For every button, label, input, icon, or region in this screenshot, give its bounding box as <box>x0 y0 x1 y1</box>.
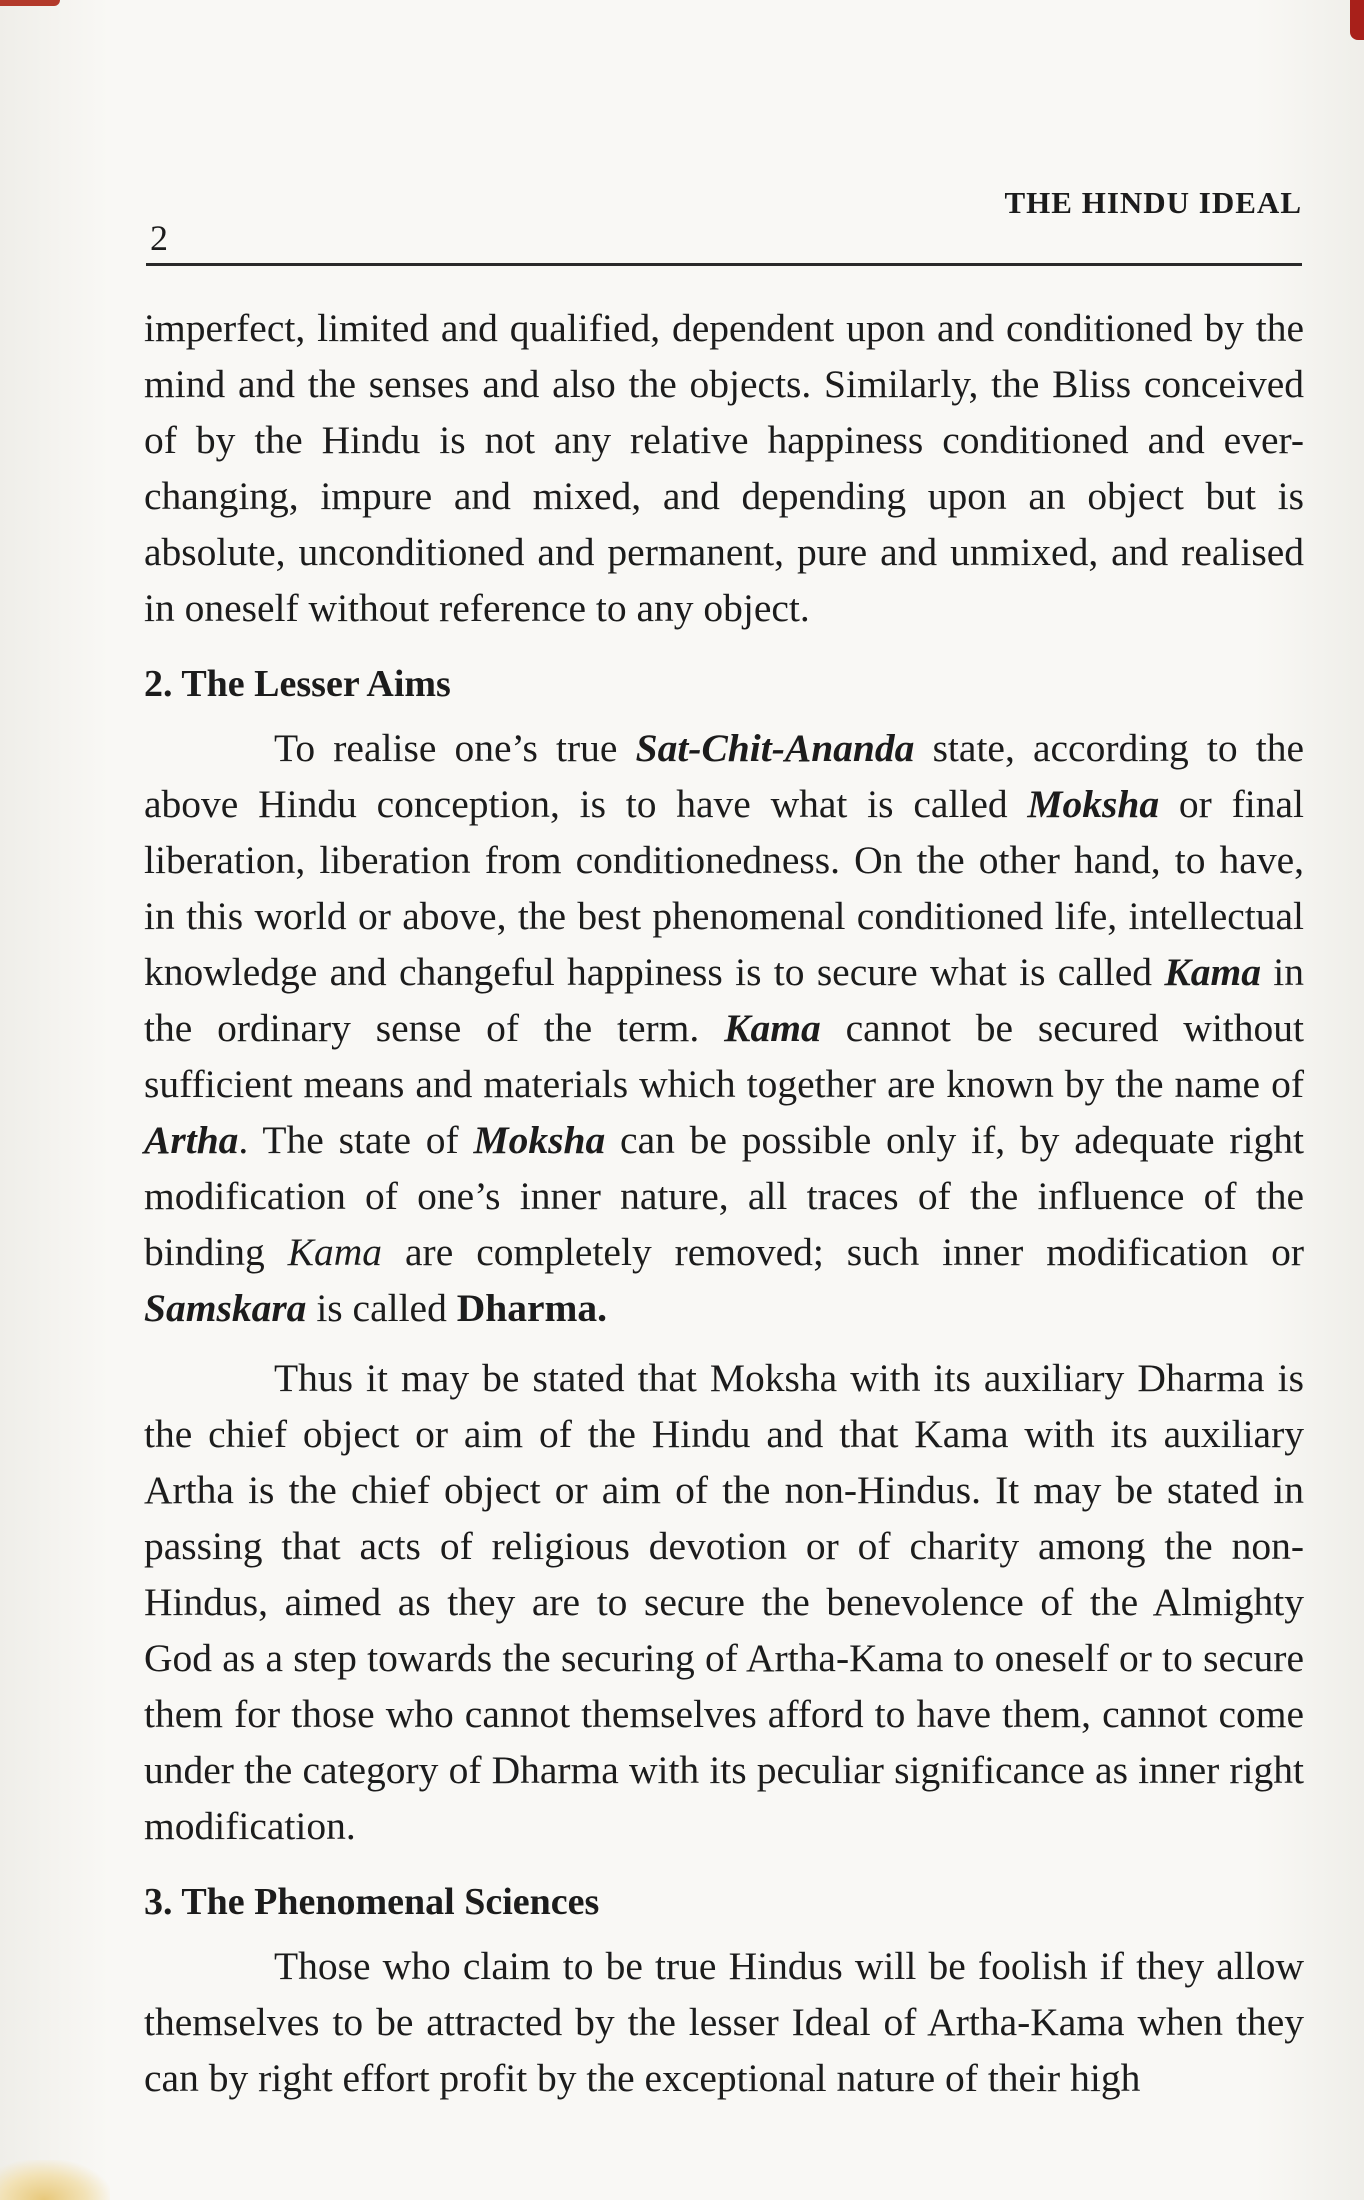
section-heading: 3. The Phenomenal Sciences <box>144 1881 600 1923</box>
term: Artha <box>144 1118 239 1162</box>
page-edge-mark <box>0 2160 110 2200</box>
paragraph: Those who claim to be true Hindus will be foolish if they allow themselves to be attracted by the lesser Ideal of Artha-Kama when they can by right effort profit by the exceptional nature of their high <box>144 1944 1304 2100</box>
paragraph: Thus it may be stated that Moksha with its auxiliary Dharma is the chief object or aim of the Hindu and that Kama with its auxiliary Artha is the chief object or aim of the non-Hindus. It may be stated in passing that acts of religious devotion or of charity among the non-Hindus, aimed as they are to secure the benevolence of the Almighty God as a step towards the securing of Artha-Kama to oneself or to secure them for those who cannot themselves afford to have them, cannot come under the category of Dharma with its peculiar significance as inner right modification. <box>144 1356 1304 1848</box>
term: Dharma. <box>456 1286 608 1330</box>
header-rule <box>146 263 1302 266</box>
page-edge-mark <box>0 0 60 6</box>
term: Moksha <box>473 1118 606 1162</box>
page-header <box>146 185 1302 271</box>
running-head: THE HINDU IDEAL <box>1004 185 1302 220</box>
term: Samskara <box>144 1286 307 1330</box>
paragraph: To realise one’s true Sat-Chit-Ananda state, according to the above Hindu conception, is to have what is called Moksha or final liberation, liberation from conditionedness. On the other hand, to have, in this world or above, the best phenomenal conditioned life, intellectual knowledge and changeful happiness is to secure what is called Kama in the ordinary sense of the term. Kama cannot be secured without sufficient means and materials which together are known by the name of Artha. The state of Moksha can be possible only if, by adequate right modification of one’s inner nature, all traces of the influence of the binding Kama are completely removed; such inner modification or Samskara is called Dharma. <box>144 726 1304 1330</box>
term: Kama <box>724 1006 821 1050</box>
page-body <box>144 300 1304 2106</box>
term: Kama <box>287 1230 383 1274</box>
paragraph: imperfect, limited and qualified, dependent upon and conditioned by the mind and the senses and also the objects. Similarly, the Bliss conceived of by the Hindu is not any relative happiness conditioned and ever-changing, impure and mixed, and depending upon an object but is absolute, unconditioned and permanent, pure and unmixed, and realised in oneself without reference to any object. <box>144 306 1304 630</box>
term: Kama <box>1164 950 1261 994</box>
term: Sat-Chit-Ananda <box>635 726 915 770</box>
page-number: 2 <box>150 218 168 258</box>
page-edge-mark <box>1350 0 1364 40</box>
term: Moksha <box>1027 782 1160 826</box>
section-heading: 2. The Lesser Aims <box>144 663 451 705</box>
